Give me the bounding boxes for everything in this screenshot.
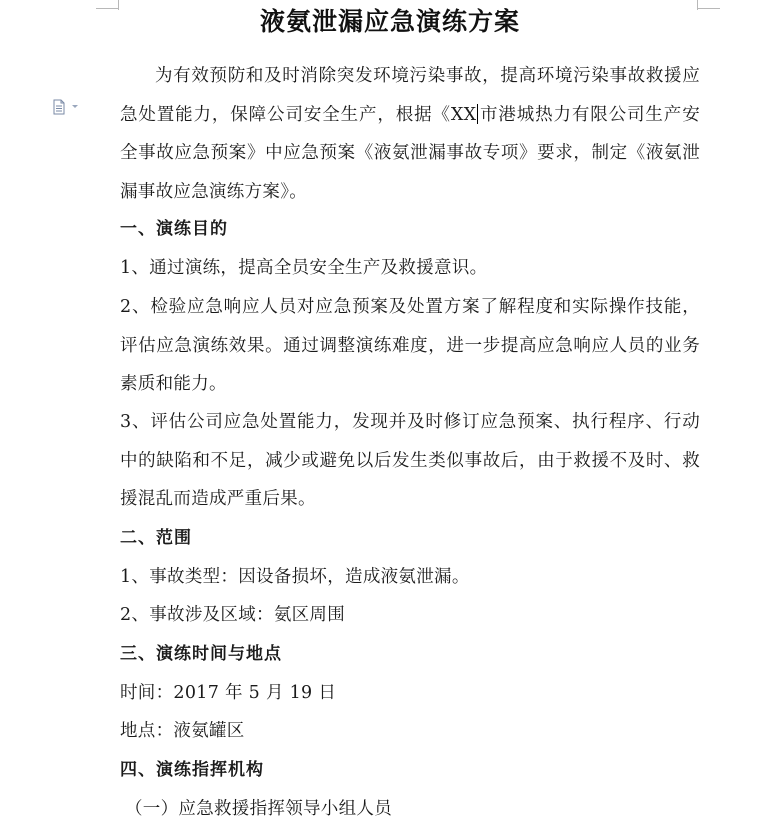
drill-place: 地点：液氨罐区 [120, 721, 245, 741]
purpose-item-1: 1、通过演练，提高全员安全生产及救援意识。 [120, 258, 488, 278]
scope-item-2: 2、事故涉及区域：氨区周围 [120, 605, 346, 625]
purpose-item-3: 3、评估公司应急处置能力，发现并及时修订应急预案、执行程序、行动中的缺陷和不足，减少或避免以后发生类似事故后，由于救援不及时、救援混乱而造成严重后果。 [120, 412, 700, 509]
section-heading-purpose: 一、演练目的 [120, 219, 228, 239]
document-options-icon[interactable] [52, 99, 82, 115]
section-heading-scope: 二、范围 [120, 528, 192, 548]
purpose-item-2: 2、检验应急响应人员对应急预案及处置方案了解程度和实际操作技能，评估应急演练效果。通过调整演练难度，进一步提高应急响应人员的业务素质和能力。 [120, 297, 700, 394]
section-heading-time-place: 三、演练时间与地点 [120, 644, 282, 664]
intro-paragraph[interactable] [120, 57, 700, 211]
drill-time: 时间：2017 年 5 月 19 日 [120, 683, 337, 703]
scope-item-1: 1、事故类型：因设备损坏，造成液氨泄漏。 [120, 567, 470, 587]
section-heading-command: 四、演练指挥机构 [120, 760, 264, 780]
intro-text-before-cursor: 为有效预防和及时消除突发环境污染事故，提高环境污染事故救援应急处置能力，保障公司安全生产，根据《XX [120, 66, 700, 125]
command-subsection-1: （一）应急救援指挥领导小组人员 [125, 799, 392, 819]
document-title: 液氨泄漏应急演练方案 [259, 7, 520, 36]
intro-text-after-cursor: 市港城热力有限公司生产安全事故应急预案》中应急预案《液氨泄漏事故专项》要求，制定《液氨泄漏事故应急演练方案》。 [120, 104, 700, 202]
